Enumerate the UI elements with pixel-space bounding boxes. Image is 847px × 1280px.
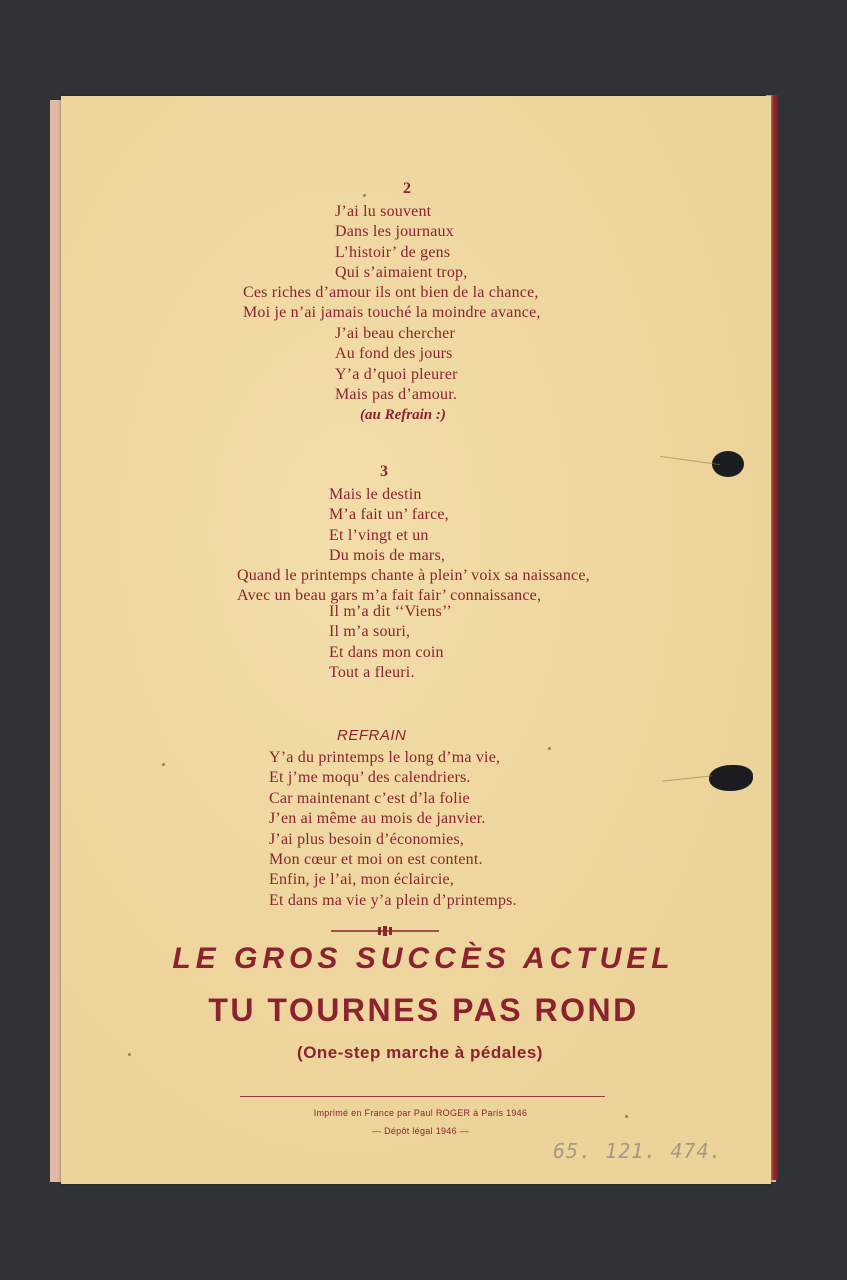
printer-imprint: Imprimé en France par Paul ROGER à Paris 1946	[313, 1108, 528, 1118]
verse-line: J’ai beau chercher	[335, 325, 455, 342]
refrain-line: Et j’me moqu’ des calendriers.	[269, 769, 471, 787]
paper-speck	[128, 1053, 131, 1056]
verse-line: Quand le printemps chante à plein’ voix sa naissance,	[237, 567, 590, 584]
verse-line: Il m’a souri,	[329, 623, 411, 641]
verse-line: Mais le destin	[329, 486, 422, 503]
legal-deposit: — Dépôt légal 1946 —	[371, 1126, 470, 1136]
refrain-line: Y’a du printemps le long d’ma vie,	[269, 749, 501, 766]
verse-2-block-b	[243, 283, 541, 324]
refrain-line: J’en ai même au mois de janvier.	[269, 810, 486, 828]
verse-2-number: 2	[403, 180, 411, 197]
verse-3-block-b	[237, 566, 590, 607]
refrain-line: J’ai plus besoin d’économies,	[269, 830, 465, 848]
verse-line: L’histoir’ de gens	[335, 243, 451, 261]
paper-speck	[162, 763, 165, 766]
verse-line: Y’a d’quoi pleurer	[335, 365, 458, 383]
verse-line: M’a fait un’ farce,	[329, 506, 449, 524]
verse-line: Et dans mon coin	[329, 643, 444, 661]
refrain-cue: (au Refrain :)	[360, 407, 446, 423]
punch-hole-lower	[709, 765, 753, 791]
promo-song-title: TU TOURNES PAS ROND	[208, 992, 639, 1028]
verse-line: Du mois de mars,	[329, 546, 446, 564]
verse-line: J’ai lu souvent	[335, 203, 432, 220]
refrain-title: REFRAIN	[337, 727, 407, 744]
verse-line: Ces riches d’amour ils ont bien de la chance,	[243, 284, 539, 301]
verse-line: Mais pas d’amour.	[335, 385, 458, 403]
paper-speck	[625, 1115, 628, 1118]
verse-2-block-a	[335, 202, 467, 283]
verse-line: Dans les journaux	[335, 223, 454, 241]
verse-line: Tout a fleuri.	[329, 663, 415, 681]
verse-3-block-c	[329, 602, 452, 683]
verse-line: Et l’vingt et un	[329, 526, 429, 544]
paper-speck	[363, 194, 366, 197]
verse-line: Moi je n’ai jamais touché la moindre avance,	[243, 304, 541, 322]
verse-line: Au fond des jours	[335, 345, 453, 363]
refrain-line: Car maintenant c’est d’la folie	[269, 789, 470, 807]
verse-line: Il m’a dit ‘‘Viens’’	[329, 603, 452, 620]
paper-speck	[548, 747, 551, 750]
promo-headline: LE GROS SUCCÈS ACTUEL	[172, 942, 675, 975]
verse-line: Avec un beau gars m’a fait fair’ connaissance,	[237, 587, 542, 605]
ornament-divider	[331, 926, 439, 936]
verse-2-block-c	[335, 324, 458, 405]
verse-line: Qui s’aimaient trop,	[335, 263, 468, 281]
catalog-number: 65. 121. 474.	[553, 1139, 723, 1163]
verse-3-number: 3	[380, 463, 388, 480]
refrain-line: Mon cœur et moi on est content.	[269, 851, 483, 869]
promo-subtitle: (One-step marche à pédales)	[297, 1043, 543, 1062]
refrain-line: Enfin, je l’ai, mon éclaircie,	[269, 871, 455, 889]
refrain-line: Et dans ma vie y’a plein d’printemps.	[269, 891, 517, 909]
footer-rule	[240, 1096, 605, 1097]
verse-3-block-a	[329, 485, 449, 566]
refrain-block	[269, 748, 517, 911]
